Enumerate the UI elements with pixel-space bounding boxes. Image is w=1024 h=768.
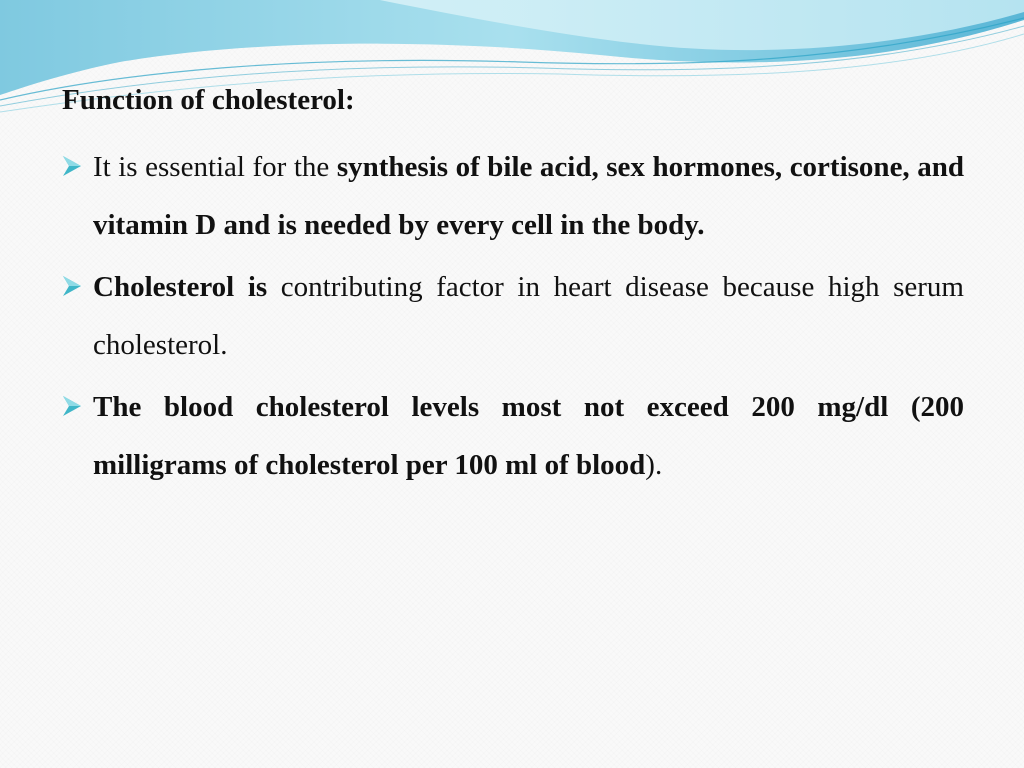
- arrowhead-bullet-icon: [60, 154, 86, 178]
- arrowhead-bullet-icon: [60, 274, 86, 298]
- bullet-item: [60, 138, 964, 254]
- bullet-text-bold: The blood cholesterol levels most not exceed 200 mg/dl (: [93, 391, 921, 423]
- bullet-item: [60, 258, 964, 374]
- bullet-item: [60, 378, 964, 494]
- slide-title: Function of cholesterol:: [62, 84, 355, 116]
- bullet-text: It is essential for the: [93, 151, 337, 183]
- bullet-text-bold: synthesis of bile acid, sex hormones, cortisone, and vitamin D and is needed by every cell in the body.: [93, 151, 964, 241]
- bullet-text: ).: [645, 449, 663, 481]
- bullet-text-bold: 200 milligrams of cholesterol per 100 ml of blood: [93, 391, 964, 481]
- bullet-text: contributing factor in heart disease because high serum cholesterol.: [93, 271, 964, 361]
- bullet-text-bold: Cholesterol is: [93, 271, 268, 303]
- arrowhead-bullet-icon: [60, 394, 86, 418]
- bullet-list: [60, 138, 964, 498]
